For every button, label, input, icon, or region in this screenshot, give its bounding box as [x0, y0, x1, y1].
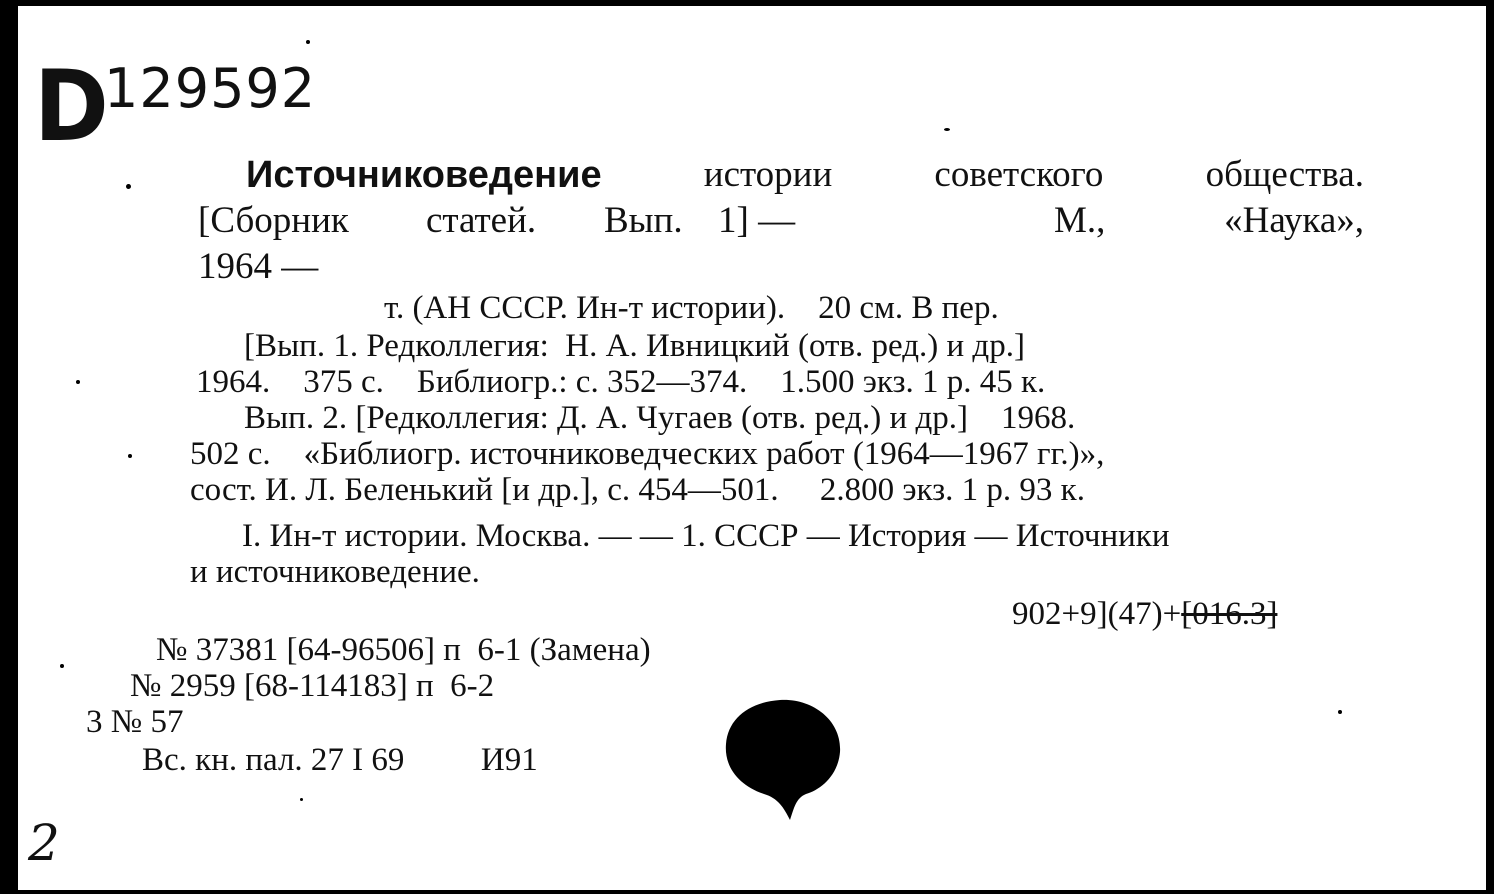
scan-speck	[76, 380, 80, 384]
subject-headings-continued: и источниковедение.	[190, 554, 480, 590]
classification-index	[1012, 598, 1277, 631]
scan-speck	[126, 184, 131, 189]
volume-2-details: сост. И. Л. Беленький [и др.], с. 454—501. 2.800 экз. 1 р. 93 к.	[190, 472, 1085, 508]
call-number-prefix: D	[34, 50, 109, 164]
classification-struck: [016.3]	[1181, 596, 1278, 632]
subject-headings: I. Ин-т истории. Москва. — — 1. СССР — История — Источники	[242, 518, 1170, 554]
scan-speck	[306, 40, 310, 44]
title-word: общества.	[1205, 154, 1364, 195]
title-line-2	[198, 202, 1364, 242]
title-word: Вып.	[604, 200, 683, 241]
registry-line-4	[142, 744, 538, 777]
handwritten-mark: 2	[28, 814, 60, 872]
publisher-place: М.,	[1054, 200, 1106, 241]
scan-speck	[944, 128, 950, 131]
scan-speck	[1338, 710, 1342, 714]
title-line-1	[246, 156, 1364, 194]
volume-1-details: 1964. 375 с. Библиогр.: с. 352—374. 1.500 экз. 1 р. 45 к.	[196, 364, 1046, 400]
title-word: 1] —	[718, 200, 796, 241]
title-word: истории	[703, 154, 833, 195]
volume-2-bibliography: 502 с. «Библиогр. источниковедческих работ (1964—1967 гг.)»,	[190, 436, 1105, 472]
printer-code: И91	[480, 742, 538, 778]
publisher-name: «Наука»,	[1224, 200, 1364, 241]
volume-1-editors: [Вып. 1. Редколлегия: Н. А. Ивницкий (отв. ред.) и др.]	[244, 328, 1025, 364]
classification-main: 902+9](47)+	[1012, 596, 1182, 632]
registry-line-1: № 37381 [64-96506] п 6-1 (Замена)	[156, 632, 651, 668]
scan-speck	[60, 664, 64, 668]
call-number: 129592	[104, 57, 317, 120]
registry-line-2: № 2959 [68-114183] п 6-2	[130, 668, 495, 704]
title-word: советского	[934, 154, 1104, 195]
title-word: [Сборник	[198, 200, 349, 241]
book-chamber-stamp: Вс. кн. пал. 27 I 69	[142, 742, 405, 778]
registry-line-3: 3 № 57	[86, 704, 184, 740]
description-volumes-format: т. (АН СССР. Ин-т истории). 20 см. В пер.	[384, 290, 999, 326]
title-lemma: Источниковедение	[246, 154, 602, 196]
scan-speck	[128, 454, 132, 458]
title-line-3: 1964 —	[198, 246, 319, 287]
scan-speck	[300, 798, 303, 801]
title-word: статей.	[426, 200, 537, 241]
ink-blot-icon	[722, 698, 846, 822]
volume-2-editors: Вып. 2. [Редколлегия: Д. А. Чугаев (отв. ред.) и др.] 1968.	[244, 400, 1076, 436]
